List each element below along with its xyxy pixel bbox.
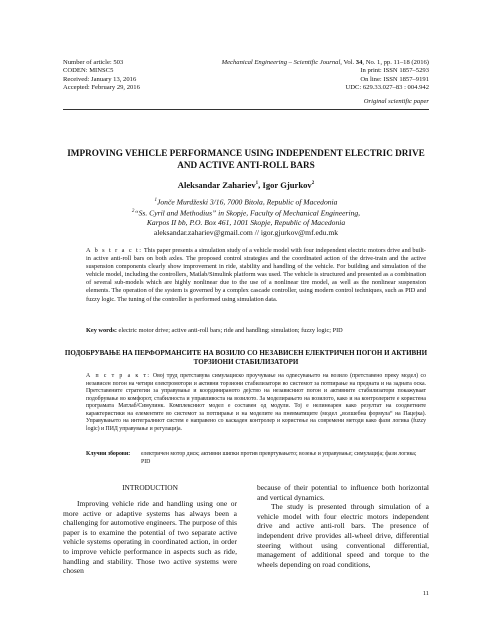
mk-keywords-label: Клучни зборови:: [86, 451, 131, 457]
mk-abstract: [86, 373, 426, 433]
page-number: 11: [422, 590, 429, 597]
mk-abstract-text: Овој труд претставува симулациско проучување на одnесувањето на возило (претставено преку модел) со независен погон на четири електромотори и активни торзиони стабилизатори во системот за потпирање на предната и на задната оска. Претставените стратегии за управување и координираното дејство на независниот погон и активните стабилизатори покажуваат подобрување во комфорот, стабилноста и управливоста на возилото. За моделирањето на возилото, како и на контролерите е користена програмата Матлаб/Симулинк. Комплексниот модел е составен од модули. Тој е нелинеарен како резултат на соодветните карактеристики на елементите во системот за потпирање и на моделите на пневматиците (модел „волшебна формула“ на Пацејка). Управувањето на интегралниот систем е направено со каскаден контролер и користење на современи методи како фази логика (fuzzy logic) и ПИД управување и регулација.: [86, 373, 427, 432]
issn-online: On line: ISSN 1857–9191: [360, 75, 429, 83]
intro-paragraph: because of their potential to influence both horizontal and vertical dynamics.: [257, 483, 429, 502]
journal-citation: Mechanical Engineering – Scientific Journal, Vol. 34, No. 1, pp. 11–18 (2016): [221, 59, 429, 66]
abstract-label: A b s t r a c t:: [86, 247, 143, 254]
affiliations: $^1$Jonče Murdžeski 3/16, 7000 Bitola, Republic of Macedonia $^2$“Ss. Cyril and Methodius” in Skopje, Faculty of Mechanical Engineering, Karpos II bb, P.O. Box 461, 1001 Skopje, Republic of Macedonia: [63, 196, 429, 228]
intro-left-column: Improving vehicle ride and handling using one or more active or adaptive systems has always been a challenging for automotive engineers. The purpose of this paper is to examine the potential of two separate active vehicle systems operating in coordinated action, in order to improve vehicle performance in aspects such as ride, handling and stability. Those two active systems were chosen: [63, 499, 237, 576]
author-emails: aleksandar.zahariev@gmail.com // igor.gjurkov@mf.edu.mk: [153, 228, 339, 237]
keywords-text: electric motor drive; active anti-roll bars; ride and handling; simulation; fuzzy logic; PID: [116, 327, 343, 334]
journal-name: Mechanical Engineering – Scientific Journal: [221, 59, 341, 66]
issue-pages: , No. 1, pp. 11–18 (2016): [362, 59, 429, 66]
issn-print: In print: ISSN 1857–5293: [360, 67, 429, 75]
abstract: [86, 247, 426, 304]
affiliation-2: “Ss. Cyril and Methodius” in Skopje, Faculty of Mechanical Engineering,: [134, 208, 361, 218]
received-date: Received: January 13, 2016: [63, 75, 137, 83]
paper-title: IMPROVING VEHICLE PERFORMANCE USING INDEPENDENT ELECTRIC DRIVE AND ACTIVE ANTI-ROLL BARS: [67, 148, 425, 170]
article-type: Original scientific paper: [363, 98, 429, 105]
affiliation-1: Jonče Murdžeski 3/16, 7000 Bitola, Republic of Macedonia: [157, 197, 338, 207]
journal-info: [222, 59, 429, 93]
mk-abstract-label: А п с т р а к т:: [86, 373, 151, 379]
volume: 34: [355, 59, 363, 66]
keywords: [86, 327, 426, 334]
author-1: Aleksandar Zahariev: [177, 180, 256, 190]
header-divider: [63, 109, 429, 110]
mk-title: ПОДОБРУВАЊЕ НА ПЕРФОРМАНСИТЕ НА ВОЗИЛО СО НЕЗАВИСЕН ЕЛЕКТРИЧЕН ПОГОН И АКТИВНИ ТОРЗИОНИ СТАБИЛИЗАТОРИ: [64, 349, 428, 366]
intro-paragraph: The study is presented through simulation of a vehicle model with four electric motors independent drive and active anti-roll bars. The presence of independent drive provides all-wheel drive, differential steering without using conventional differential, management of additional speed and torque to the wheels depending on road conditions,: [257, 502, 429, 569]
introduction-heading: INTRODUCTION: [122, 483, 178, 492]
abstract-text: This paper presents a simulation study of a vehicle model with four independent electric motors drive and built-in active anti-roll bars on both axles. The proposed control strategies and the coordinated action of the drive-train and the active suspension components clearly show improvement in ride, stability and handling of the vehicle. For building and simulation of the vehicle model, including the controllers, Matlab/Simulink platform was used. The vehicle is structured and presented as a combination of several sub-models which are highly nonlinear due to the use of a nonlinear tire model, as well as the nonlinear suspension elements. The operation of the system is governed by a complex cascade controller, using modern control techniques, such as PID and fuzzy logic. The tuning of the controller is performed using simulation data.: [86, 247, 426, 303]
accepted-date: Accepted: February 29, 2016: [63, 84, 140, 92]
author-2: Igor Gjurkov: [262, 180, 312, 190]
coden: CODEN: MINSC5: [63, 67, 114, 75]
authors: Aleksandar Zahariev$^1$, Igor Gjurkov$^2$: [177, 180, 315, 190]
intro-right-column: [257, 483, 429, 569]
affiliation-address: Karpos II bb, P.O. Box 461, 1001 Skopje, Republic of Macedonia: [146, 218, 346, 228]
udc: UDC: 629.33.027–83 : 004.942: [345, 84, 429, 92]
article-meta: [63, 59, 140, 93]
mk-keywords-text: електричен мотор диск; активни шипки против превртувањето; возење и управување; симулација; фази логика; PID: [141, 451, 417, 465]
article-number: Number of article: 503: [63, 59, 124, 66]
keywords-label: Key words:: [86, 327, 117, 334]
